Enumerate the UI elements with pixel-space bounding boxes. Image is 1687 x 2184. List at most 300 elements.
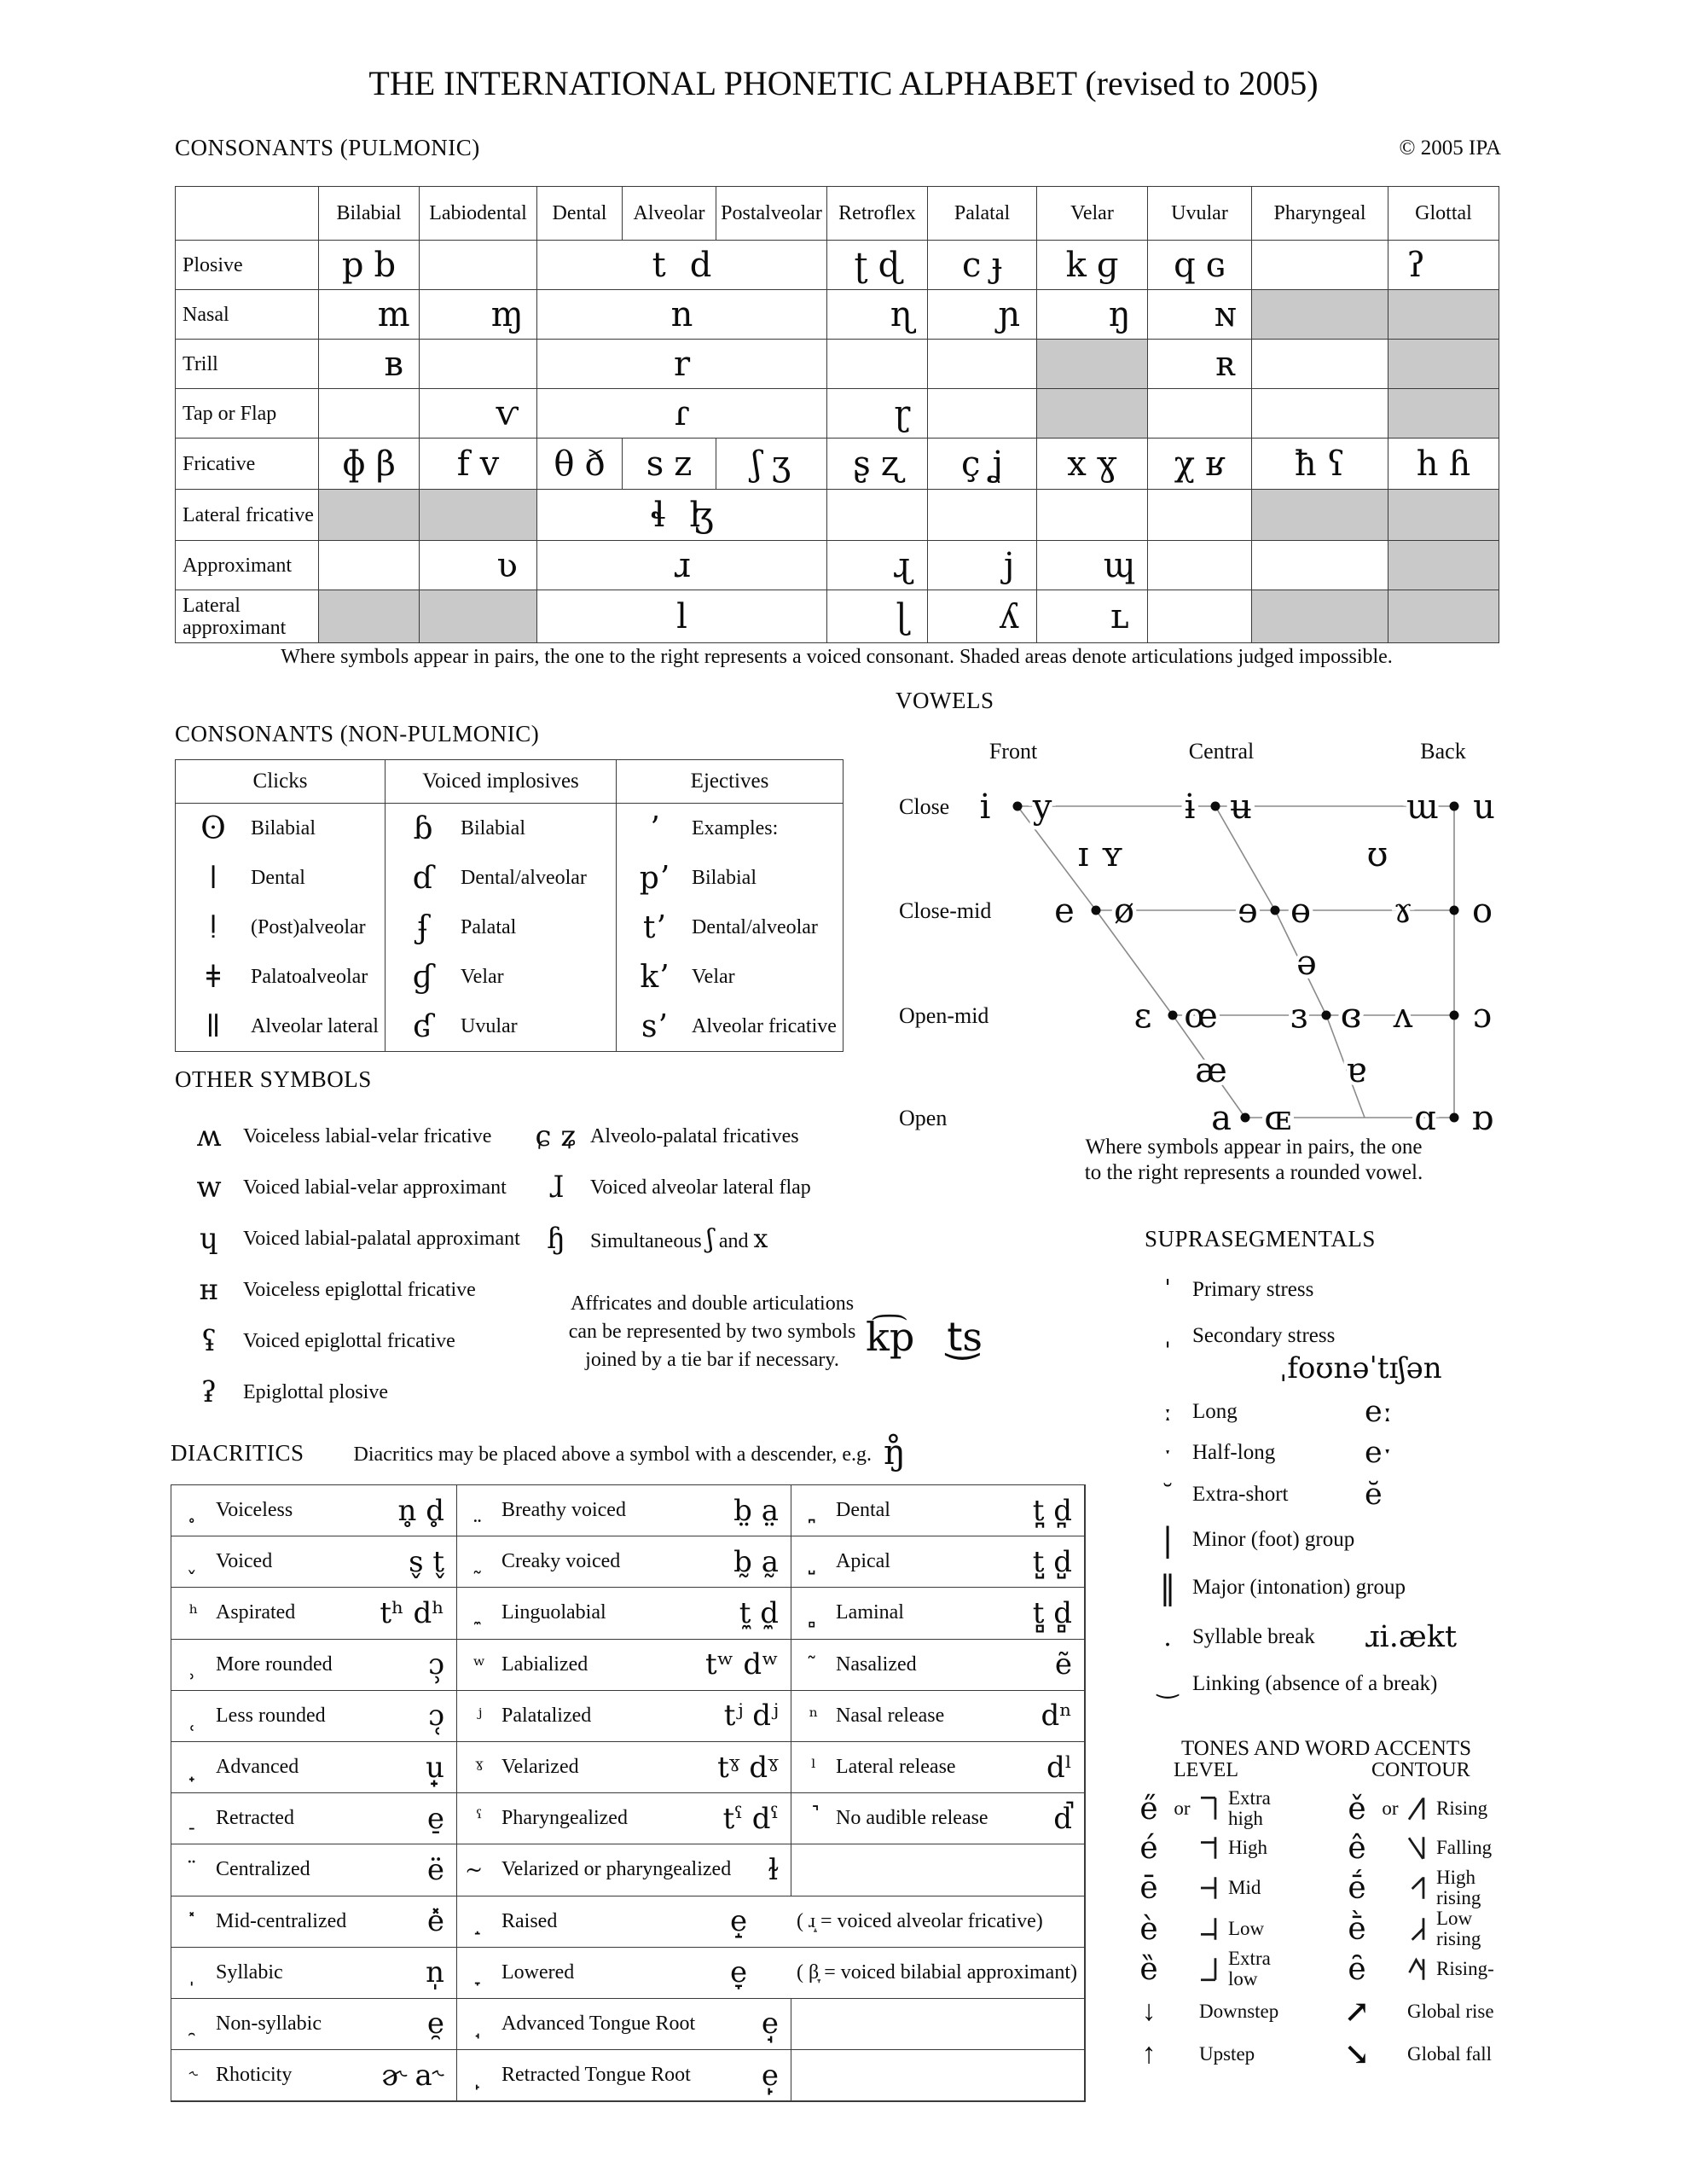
copyright: © 2005 IPA (1399, 136, 1501, 160)
suprasegmental-symbol: ˌ (1163, 1321, 1172, 1351)
ipa-symbol: ɮ (689, 495, 714, 535)
corner-cell (176, 187, 319, 241)
other-symbol-item (175, 1111, 533, 1162)
suprasegmental-symbol: ‖ (1159, 1569, 1176, 1606)
other-symbol-label: Voiced alveolar lateral flap (590, 1176, 811, 1199)
ipa-symbol: ɰ (1103, 545, 1136, 585)
ipa-symbol: ɬ (650, 495, 666, 535)
tone-item (1131, 1827, 1344, 1869)
tone-item: e̋ or Extra high (1131, 1787, 1344, 1830)
diacritic-example: tʲ dʲ (723, 1699, 779, 1734)
diacritic-example: d̚ (1053, 1801, 1072, 1836)
cell (1388, 241, 1499, 290)
diacritic-label: Lateral release (836, 1756, 956, 1779)
affricates-note-line: Affricates and double articulations (570, 1292, 855, 1315)
cell (420, 590, 537, 643)
row-label: Fricative (176, 439, 319, 490)
suprasegmental-symbol: . (1163, 1622, 1172, 1653)
other-symbol-item (175, 1213, 533, 1264)
ipa-symbol: ɢ (1205, 245, 1226, 285)
cell (319, 490, 420, 541)
diacritic-symbol: ̪ (810, 1498, 817, 1524)
vowel-symbol: ɒ (1471, 1099, 1493, 1138)
ipa-symbol: χ (1174, 444, 1195, 484)
diacritic-cell (791, 1536, 1085, 1588)
np-item-label: Bilabial (251, 816, 316, 839)
diacritic-symbol: ̬ (190, 1549, 197, 1575)
ipa-symbol: ɦ (1448, 444, 1471, 484)
cell (537, 389, 827, 439)
vowel-row-label: Close-mid (899, 898, 992, 923)
tone-label: Global rise (1407, 2001, 1494, 2022)
suprasegmental-label: Primary stress (1192, 1278, 1314, 1301)
row-plosive (176, 241, 1499, 290)
col-header-velar: Velar (1037, 187, 1148, 241)
affricates-note-line: joined by a tie bar if necessary. (585, 1349, 839, 1371)
ipa-symbol: z (674, 444, 693, 484)
diacritic-example: b̰ a̰ (733, 1544, 779, 1579)
diacritic-cell (171, 1844, 457, 1896)
vowel-symbol: ɐ (1346, 1051, 1366, 1090)
tone-accent-example: ḕ (1348, 1911, 1366, 1947)
np-item-label: Velar (692, 965, 735, 988)
cell (537, 541, 827, 590)
diacritic-symbol: ̰ (476, 1549, 483, 1575)
diacritic-symbol: ̻ (810, 1600, 817, 1626)
ipa-symbol: ʟ (1110, 596, 1129, 636)
cell (827, 241, 928, 290)
col-header-labiodental: Labiodental (420, 187, 537, 241)
vowel-pair-bullet (1450, 906, 1459, 915)
other-symbols-right-list (522, 1111, 897, 1264)
ipa-symbol: ɣ (1096, 444, 1117, 484)
diacritic-cell (791, 1793, 1085, 1844)
suprasegmental-example: ˌfoʊnəˈtɪʃən (1279, 1351, 1442, 1385)
np-item (176, 853, 385, 903)
np-col-ejectives (617, 760, 843, 1051)
diacritic-cell (171, 1793, 457, 1844)
other-symbols-heading: OTHER SYMBOLS (175, 1066, 372, 1092)
diacritic-cell (791, 2050, 1085, 2101)
ipa-symbol: ʈ (854, 245, 868, 285)
ipa-symbol: p (341, 245, 364, 285)
ipa-symbol: ɱ (490, 294, 524, 334)
cell (827, 290, 928, 340)
diacritic-cell (171, 1896, 457, 1948)
diacritic-symbol: ̠ (190, 1806, 197, 1832)
np-item-label: Dental/alveolar (461, 866, 587, 889)
diacritic-label: Nasalized (836, 1653, 917, 1676)
cell (827, 389, 928, 439)
tone-label: Upstep (1199, 2043, 1255, 2065)
ipa-symbol: ʔ (1406, 245, 1425, 285)
vowel-symbol: ɨ (1184, 787, 1196, 827)
diacritics-heading-row (171, 1430, 906, 1472)
vowel-note-line: to the right represents a rounded vowel. (1084, 1161, 1423, 1184)
tone-accent-example: ḗ (1348, 1870, 1366, 1906)
cell (537, 290, 827, 340)
tone-item (1339, 1827, 1544, 1869)
ipa-symbol: ʂ (853, 444, 871, 484)
ipa-symbol: ɹ (673, 545, 691, 585)
diacritic-label: Less rounded (216, 1704, 326, 1727)
cell (420, 439, 537, 490)
cell (420, 340, 537, 389)
np-item-label: Alveolar fricative (692, 1014, 837, 1037)
ipa-symbol: tʼ (643, 909, 665, 945)
np-item (176, 804, 385, 853)
cell (1252, 340, 1388, 389)
vowel-symbol: a (1211, 1099, 1232, 1138)
vowel-symbol: ɞ (1340, 996, 1362, 1036)
np-item-label: Bilabial (461, 816, 525, 839)
ipa-symbol: ɓ (413, 810, 433, 846)
col-header-glottal: Glottal (1388, 187, 1499, 241)
ipa-symbol: x (1067, 444, 1087, 484)
diacritic-cell (457, 1999, 791, 2050)
vowel-symbol: ɑ (1414, 1099, 1436, 1138)
tone-label: Rising (1436, 1798, 1488, 1819)
vowel-pair-bullet (1450, 802, 1459, 811)
ipa-symbol: ʘ (200, 810, 226, 846)
diacritic-example: ë (426, 1852, 444, 1887)
ipa-symbol: ʐ (880, 444, 901, 484)
other-symbol-label: Voiceless labial-velar fricative (243, 1124, 492, 1147)
row-label: Lateral approximant (176, 590, 319, 643)
diacritic-symbol: ʷ (472, 1652, 486, 1677)
vowel-symbol: y (1032, 787, 1052, 827)
ipa-symbol: c (961, 245, 982, 285)
diacritics-note-example: ŋ̊ (884, 1433, 906, 1472)
vowel-chart (887, 713, 1510, 1199)
diacritic-cell (457, 1844, 791, 1896)
suprasegmental-label: Long (1192, 1400, 1238, 1423)
suprasegmental-item (1143, 1469, 1518, 1520)
cell (928, 290, 1037, 340)
tone-item (1131, 1948, 1344, 1990)
np-item-label: Bilabial (692, 866, 757, 889)
ipa-symbol: ǀ (208, 860, 218, 896)
ipa-symbol: kʼ (640, 959, 669, 995)
vowel-symbol: ɯ (1406, 787, 1439, 827)
suprasegmental-symbol: | (1162, 1521, 1174, 1559)
vowel-symbol: ɶ (1264, 1099, 1291, 1138)
col-header-alveolar: Alveolar (623, 187, 716, 241)
suprasegmental-label: Extra-short (1192, 1483, 1289, 1506)
row-label: Tap or Flap (176, 389, 319, 439)
diacritic-label: No audible release (836, 1807, 988, 1830)
tone-item (1339, 1908, 1544, 1950)
diacritic-label: Velarized or pharyngealized (501, 1858, 732, 1881)
diacritic-symbol: ̯ (190, 2011, 197, 2036)
ipa-symbol: ǁ (206, 1008, 221, 1044)
cell (420, 241, 537, 290)
diacritic-label: Syllabic (216, 1960, 283, 1984)
nonpulmonic-heading: CONSONANTS (NON-PULMONIC) (175, 721, 540, 746)
vowels-heading: VOWELS (896, 688, 994, 713)
diacritic-example: tˤ dˤ (722, 1801, 779, 1836)
cell (1252, 241, 1388, 290)
ipa-symbol: ʢ (200, 1324, 217, 1358)
ipa-symbol: ʡ (200, 1375, 217, 1409)
cell (1252, 290, 1388, 340)
pulmonic-heading: CONSONANTS (PULMONIC) (175, 135, 480, 160)
vowel-pair-bullet (1211, 802, 1220, 811)
diacritic-cell (171, 1948, 457, 1999)
diacritic-symbol: ̘ (476, 2011, 483, 2036)
diacritic-symbol: ̴ (476, 1857, 483, 1883)
tone-arrow: ↓ (1141, 1995, 1157, 2027)
other-symbols-left-list (175, 1111, 533, 1418)
cell (928, 590, 1037, 643)
vowel-symbol: ɵ (1290, 892, 1312, 931)
np-item-label: Palatal (461, 915, 517, 938)
vowel-symbol: ʉ (1230, 787, 1252, 827)
ipa-symbol: f (456, 444, 470, 484)
diacritic-example: s̬ t̬ (409, 1544, 444, 1579)
vowel-symbol: ɘ (1238, 892, 1258, 931)
diacritic-cell (457, 1793, 791, 1844)
suprasegmental-item (1143, 1612, 1518, 1663)
tone-accent-example: ē (1139, 1870, 1158, 1906)
row-label: Approximant (176, 541, 319, 590)
ipa-symbol: r (673, 344, 691, 384)
ipa-symbol: b (374, 245, 397, 285)
ipa-symbol: ʝ (990, 444, 1004, 484)
diacritic-label: Advanced (216, 1756, 299, 1779)
vowel-symbol: ɪ (1077, 835, 1089, 874)
diacritic-label: Mid-centralized (216, 1909, 347, 1932)
ipa-symbol: θ (554, 444, 575, 484)
diacritic-symbol: ˤ (476, 1806, 483, 1832)
diacritic-symbol: ʲ (476, 1703, 483, 1728)
suprasegmentals-heading: SUPRASEGMENTALS (1145, 1226, 1376, 1252)
cell (1388, 340, 1499, 389)
cell (319, 439, 420, 490)
cell (623, 439, 716, 490)
np-item-label: Palatoalveolar (251, 965, 368, 988)
row-label: Trill (176, 340, 319, 389)
diacritic-cell (171, 1588, 457, 1639)
vowel-row-label: Close (899, 794, 950, 819)
diacritic-label: Retracted Tongue Root (501, 2064, 691, 2087)
tone-accent-example: è (1139, 1911, 1158, 1947)
np-item (386, 903, 616, 952)
ipa-symbol: ɥ (200, 1222, 218, 1256)
ipa-symbol: ħ (1294, 444, 1317, 484)
cell (420, 490, 537, 541)
diacritic-example: e̠ (426, 1801, 444, 1836)
diacritic-label: More rounded (216, 1653, 333, 1676)
ipa-symbol: ǃ (208, 909, 218, 945)
col-header-pharyngeal: Pharyngeal (1252, 187, 1388, 241)
diacritic-note: ( ɹ̝ = voiced alveolar fricative) (797, 1909, 1043, 1932)
cell (420, 290, 537, 340)
diacritic-symbol: ˠ (475, 1755, 484, 1780)
vowel-pair-bullet (1271, 906, 1280, 915)
cell (928, 389, 1037, 439)
cell (1388, 541, 1499, 590)
vowel-symbol: i (979, 787, 991, 827)
cell (537, 490, 827, 541)
diacritic-example: ɔ̹ (427, 1647, 444, 1682)
vowel-col-header: Front (988, 739, 1038, 764)
tone-item (1131, 1867, 1344, 1909)
diacritic-example: b̤ a̤ (733, 1493, 779, 1528)
ipa-symbol: ɭ (896, 596, 908, 636)
np-item (176, 1002, 385, 1051)
ipa-symbol: ɠ (412, 959, 434, 995)
cell (928, 241, 1037, 290)
cell (319, 290, 420, 340)
diacritic-cell (171, 1999, 457, 2050)
diacritic-note: ( β̞ = voiced bilabial approximant) (797, 1960, 1077, 1984)
cell (1388, 389, 1499, 439)
cell (1148, 241, 1252, 290)
suprasegmental-label: Minor (foot) group (1192, 1528, 1355, 1551)
np-item (176, 903, 385, 952)
vowel-pair-bullet (1241, 1113, 1250, 1123)
tone-label: Extra high (1228, 1787, 1271, 1829)
vowel-symbol: æ (1195, 1051, 1227, 1090)
diacritic-label: Voiceless (216, 1499, 293, 1522)
cell (1388, 490, 1499, 541)
diacritic-symbol: ̼ (476, 1600, 483, 1626)
ipa-symbol: ʕ (1326, 444, 1346, 484)
tone-item: ě or Rising (1339, 1787, 1544, 1830)
np-item (386, 804, 616, 853)
vowel-pair-bullet (1013, 802, 1023, 811)
diacritic-symbol: ̝ (476, 1908, 483, 1934)
row-label: Plosive (176, 241, 319, 290)
row-approximant (176, 541, 1499, 590)
vowel-row-label: Open-mid (899, 1003, 989, 1028)
np-col-header: Clicks (176, 760, 385, 804)
ipa-symbol: sʼ (641, 1008, 667, 1044)
ipa-symbol: ǂ (206, 959, 221, 995)
cell (1148, 439, 1252, 490)
other-symbol-item (175, 1367, 533, 1418)
diacritic-symbol: ˞ (188, 2063, 199, 2088)
other-symbol-item (175, 1162, 533, 1213)
vowel-symbol: e (1054, 892, 1075, 931)
ipa-symbol: s (646, 444, 664, 484)
other-symbol-label: Simultaneous ʃ and x (590, 1223, 768, 1254)
ipa-symbol: ɴ (1214, 294, 1237, 334)
cell (1037, 490, 1148, 541)
suprasegmental-example: eˑ (1365, 1436, 1393, 1470)
tone-item (1131, 1990, 1344, 2033)
nonpulmonic-consonants-table (175, 759, 844, 1052)
ipa-symbol: ɾ (674, 393, 690, 433)
ipa-symbol: ⱱ (496, 393, 519, 433)
col-header-uvular: Uvular (1148, 187, 1252, 241)
diacritic-label: Pharyngealized (501, 1807, 628, 1830)
cell (827, 490, 928, 541)
cell (1388, 439, 1499, 490)
tone-label: High (1228, 1837, 1267, 1858)
suprasegmental-example: ĕ (1365, 1478, 1383, 1512)
ipa-symbol: ɟ (991, 245, 1002, 285)
ipa-symbol: d (689, 245, 712, 285)
ipa-symbol: ʋ (496, 545, 518, 585)
ipa-symbol: ɗ (412, 860, 434, 896)
diacritic-cell (171, 1485, 457, 1536)
diacritic-cell (457, 1948, 1085, 1999)
ipa-symbol: l (676, 596, 687, 636)
ipa-symbol: ç (960, 444, 981, 484)
diacritic-symbol: ̚ (810, 1806, 817, 1832)
other-symbol-label: Voiced labial-velar approximant (243, 1176, 507, 1199)
tones-heading: TONES AND WORD ACCENTS (1180, 1737, 1472, 1760)
diacritic-example: ɫ (768, 1852, 779, 1887)
np-item (617, 1002, 843, 1051)
diacritic-example: t̺ d̺ (1032, 1544, 1072, 1579)
diacritic-cell (171, 1640, 457, 1691)
suprasegmental-label: Major (intonation) group (1192, 1576, 1406, 1599)
diacritic-example: n̩ (426, 1955, 444, 1990)
vowel-symbol: ʏ (1100, 835, 1124, 874)
col-header-dental: Dental (537, 187, 623, 241)
vowel-col-header: Back (1420, 739, 1466, 764)
diacritic-label: Labialized (501, 1653, 588, 1676)
np-item (617, 804, 843, 853)
ipa-symbol: ɸ (342, 444, 366, 484)
ipa-symbol: ʃ (751, 444, 762, 484)
cell (928, 541, 1037, 590)
tie-bar-examples (866, 1314, 983, 1360)
ipa-symbol: ɽ (894, 393, 911, 433)
vowel-pair-bullet (1092, 906, 1101, 915)
cell (1037, 241, 1148, 290)
vowel-pair-bullet (1450, 1113, 1459, 1123)
diacritic-symbol: ⁿ (809, 1703, 819, 1728)
diacritic-example: e̽ (426, 1904, 444, 1939)
vowel-symbol: ɛ (1133, 996, 1152, 1036)
row-trill (176, 340, 1499, 389)
row-lateral-approximant (176, 590, 1499, 643)
ipa-symbol: w (196, 1170, 222, 1205)
cell (1148, 290, 1252, 340)
vowel-symbol: u (1473, 787, 1495, 827)
cell (1037, 590, 1148, 643)
pulmonic-footnote: Where symbols appear in pairs, the one to the right represents a voiced consonant. Shaded areas denote articulations judged impossible. (281, 646, 1393, 668)
cell (1252, 541, 1388, 590)
diacritic-symbol: ̤ (476, 1498, 483, 1524)
diacritic-cell (457, 1691, 791, 1742)
cell (420, 541, 537, 590)
cell (1148, 541, 1252, 590)
tone-extra-low-icon (1197, 1955, 1220, 1984)
diacritic-label: Linguolabial (501, 1601, 606, 1624)
tone-label: High rising (1436, 1867, 1481, 1908)
suprasegmental-item (1143, 1514, 1518, 1565)
diacritic-symbol: ̞ (476, 1960, 483, 1985)
cell (827, 590, 928, 643)
cell (1252, 439, 1388, 490)
ipa-symbol: ɕ ʑ (535, 1119, 577, 1153)
diacritic-cell (791, 1691, 1085, 1742)
np-item (617, 853, 843, 903)
diacritic-label: Apical (836, 1550, 890, 1573)
np-col-voiced-implosives (386, 760, 617, 1051)
diacritic-symbol: ˡ (810, 1755, 817, 1780)
diacritic-example: dˡ (1046, 1750, 1072, 1785)
row-lateral-fricative (176, 490, 1499, 541)
tone-low-icon (1197, 1914, 1220, 1943)
diacritic-example: t̪ d̪ (1032, 1493, 1072, 1528)
vowel-pair-bullet (1450, 1011, 1459, 1020)
